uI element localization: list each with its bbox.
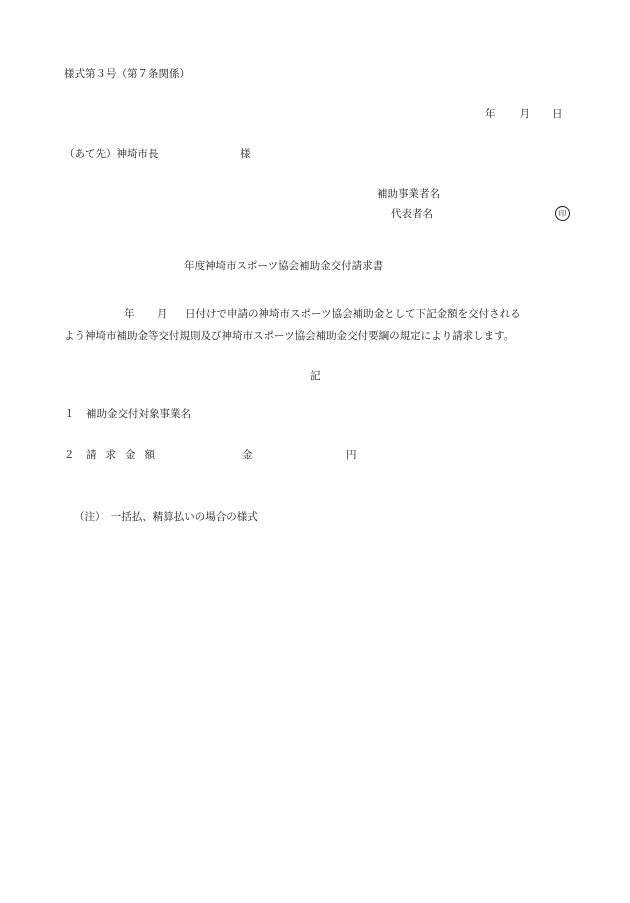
body-line-1-text: 日付けで申請の神埼市スポーツ協会補助金として下記金額を交付される <box>185 308 521 320</box>
body-line-2: よう神埼市補助金等交付規則及び神埼市スポーツ協会補助金交付要綱の規定により請求します。 <box>64 330 515 342</box>
date-day-label: 日 <box>552 108 563 120</box>
date-month-label: 月 <box>519 108 530 120</box>
representative-label: 代表者名 <box>391 208 433 220</box>
item-2-number: ２ <box>64 449 75 461</box>
item-2-kin: 金 <box>242 449 253 461</box>
item-2-label: 請求金額 <box>86 449 164 461</box>
item-1-number: １ <box>64 408 75 420</box>
item-2-en: 円 <box>346 449 357 461</box>
note: （注） 一括払、精算払いの場合の様式 <box>74 511 258 523</box>
date-year-label: 年 <box>485 108 496 120</box>
item-1-label: 補助金交付対象事業名 <box>86 408 191 420</box>
item-1 <box>64 407 191 421</box>
form-number: 様式第３号（第７条関係） <box>64 68 190 80</box>
document-title: 年度神埼市スポーツ協会補助金交付請求書 <box>184 260 384 272</box>
item-2 <box>64 448 357 462</box>
addressee-label: （あて先）神埼市長 <box>64 148 159 160</box>
addressee <box>64 147 251 161</box>
ki-heading: 記 <box>310 370 321 382</box>
body-year-label: 年 <box>124 308 135 320</box>
date-line <box>485 107 563 121</box>
addressee-honorific: 様 <box>240 148 251 160</box>
seal-mark: 印 <box>555 206 570 221</box>
body-month-label: 月 <box>157 308 168 320</box>
business-name-label: 補助事業者名 <box>377 188 440 200</box>
